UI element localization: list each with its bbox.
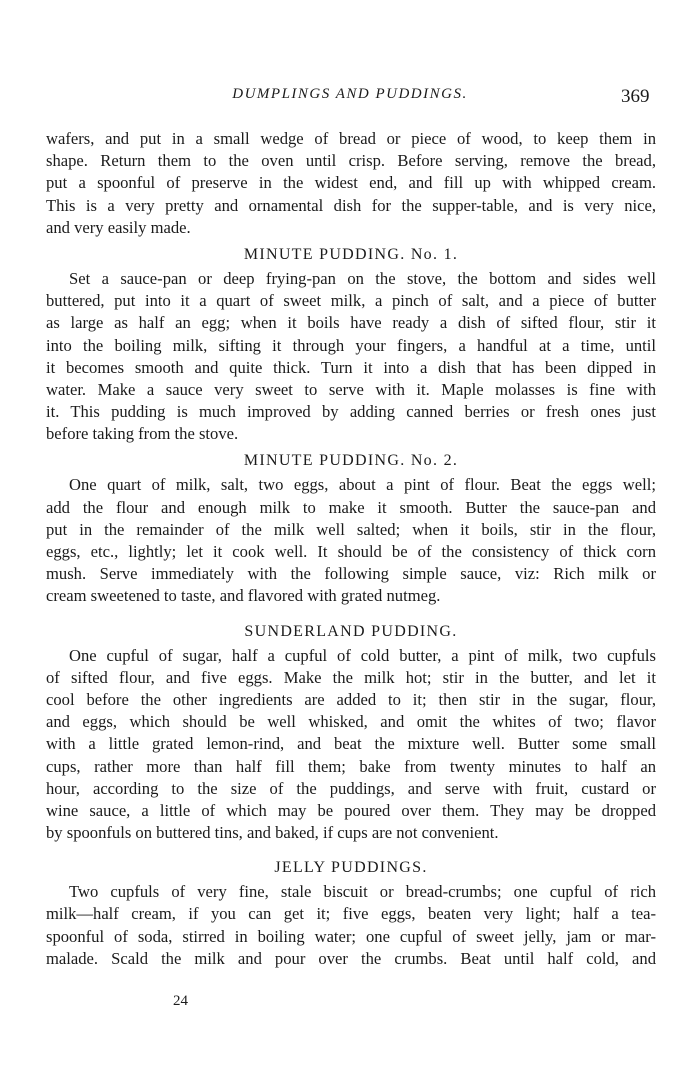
text-line: shape. Return them to the oven until crisp. Before serving, remove the bread, xyxy=(46,151,656,171)
text-line: Set a sauce-pan or deep frying-pan on the stove, the bottom and sides well xyxy=(69,268,656,288)
text-line: cream sweetened to taste, and flavored with grated nutmeg. xyxy=(46,586,441,606)
paragraph xyxy=(46,128,656,239)
paragraph xyxy=(46,268,656,446)
text-line: wine sauce, a little of which may be poured over them. They may be dropped xyxy=(46,800,656,820)
text-line: by spoonfuls on buttered tins, and baked, if cups are not convenient. xyxy=(46,823,499,843)
text-line: cups, rather more than half fill them; bake from twenty minutes to half an xyxy=(46,756,656,776)
text-line: of sifted flour, and five eggs. Make the milk hot; stir in the butter, and let it xyxy=(46,667,656,687)
section-heading: MINUTE PUDDING. No. 1. xyxy=(243,245,459,263)
text-line: and eggs, which should be well whisked, and omit the whites of two; flavor xyxy=(46,712,656,732)
running-head: DUMPLINGS AND PUDDINGS. xyxy=(232,86,468,102)
text-line: This is a very pretty and ornamental dish for the supper-table, and is very nice, xyxy=(46,195,656,215)
paragraph xyxy=(46,645,656,845)
section-heading: JELLY PUDDINGS. xyxy=(274,859,428,877)
text-line: Two cupfuls of very fine, stale biscuit or bread-crumbs; one cupful of rich xyxy=(69,882,656,902)
paragraph xyxy=(46,881,656,970)
text-line: buttered, put into it a quart of sweet milk, a pinch of salt, and a piece of butter xyxy=(46,291,656,311)
signature-mark: 24 xyxy=(173,993,188,1009)
text-line: One quart of milk, salt, two eggs, about a pint of flour. Beat the eggs well; xyxy=(69,475,656,495)
paragraph xyxy=(46,474,656,607)
text-line: malade. Scald the milk and pour over the crumbs. Beat until half cold, and xyxy=(46,948,656,968)
text-line: eggs, etc., lightly; let it cook well. It should be of the consistency of thick corn xyxy=(46,542,656,561)
text-line: it. This pudding is much improved by adding canned berries or fresh ones just xyxy=(46,402,656,422)
text-line: as large as half an egg; when it boils have ready a dish of sifted flour, stir it xyxy=(46,313,656,333)
section-heading: SUNDERLAND PUDDING. xyxy=(244,622,458,640)
text-line: spoonful of soda, stirred in boiling water; one cupful of sweet jelly, jam or mar- xyxy=(46,926,656,946)
text-line: One cupful of sugar, half a cupful of cold butter, a pint of milk, two cupfuls xyxy=(69,645,656,665)
text-line: add the flour and enough milk to make it smooth. Butter the sauce-pan and xyxy=(46,497,656,517)
text-line: mush. Serve immediately with the following simple sauce, viz: Rich milk or xyxy=(46,564,656,584)
text-line: wafers, and put in a small wedge of bread or piece of wood, to keep them in xyxy=(46,129,656,148)
text-line: it becomes smooth and quite thick. Turn it into a dish that has been dipped in xyxy=(46,357,656,377)
text-line: into the boiling milk, sifting it through your fingers, a handful at a time, until xyxy=(46,335,656,355)
text-line: cool before the other ingredients are added to it; then stir in the sugar, flour, xyxy=(46,689,656,709)
text-line: before taking from the stove. xyxy=(46,424,239,444)
text-line: put in the remainder of the milk well salted; when it boils, stir in the flour, xyxy=(46,519,656,539)
text-line: put a spoonful of preserve in the widest end, and fill up with whipped cream. xyxy=(46,173,656,193)
text-line: milk—half cream, if you can get it; five eggs, beaten very light; half a tea- xyxy=(46,904,656,924)
text-line: water. Make a sauce very sweet to serve with it. Maple molasses is fine with xyxy=(46,379,656,399)
text-line: and very easily made. xyxy=(46,217,191,237)
section-heading: MINUTE PUDDING. No. 2. xyxy=(243,452,459,470)
text-line: hour, according to the size of the puddings, and serve with fruit, custard or xyxy=(46,778,656,798)
text-line: with a little grated lemon-rind, and beat the mixture well. Butter some small xyxy=(46,734,656,754)
page-number: 369 xyxy=(621,86,650,107)
page-body xyxy=(46,128,656,970)
